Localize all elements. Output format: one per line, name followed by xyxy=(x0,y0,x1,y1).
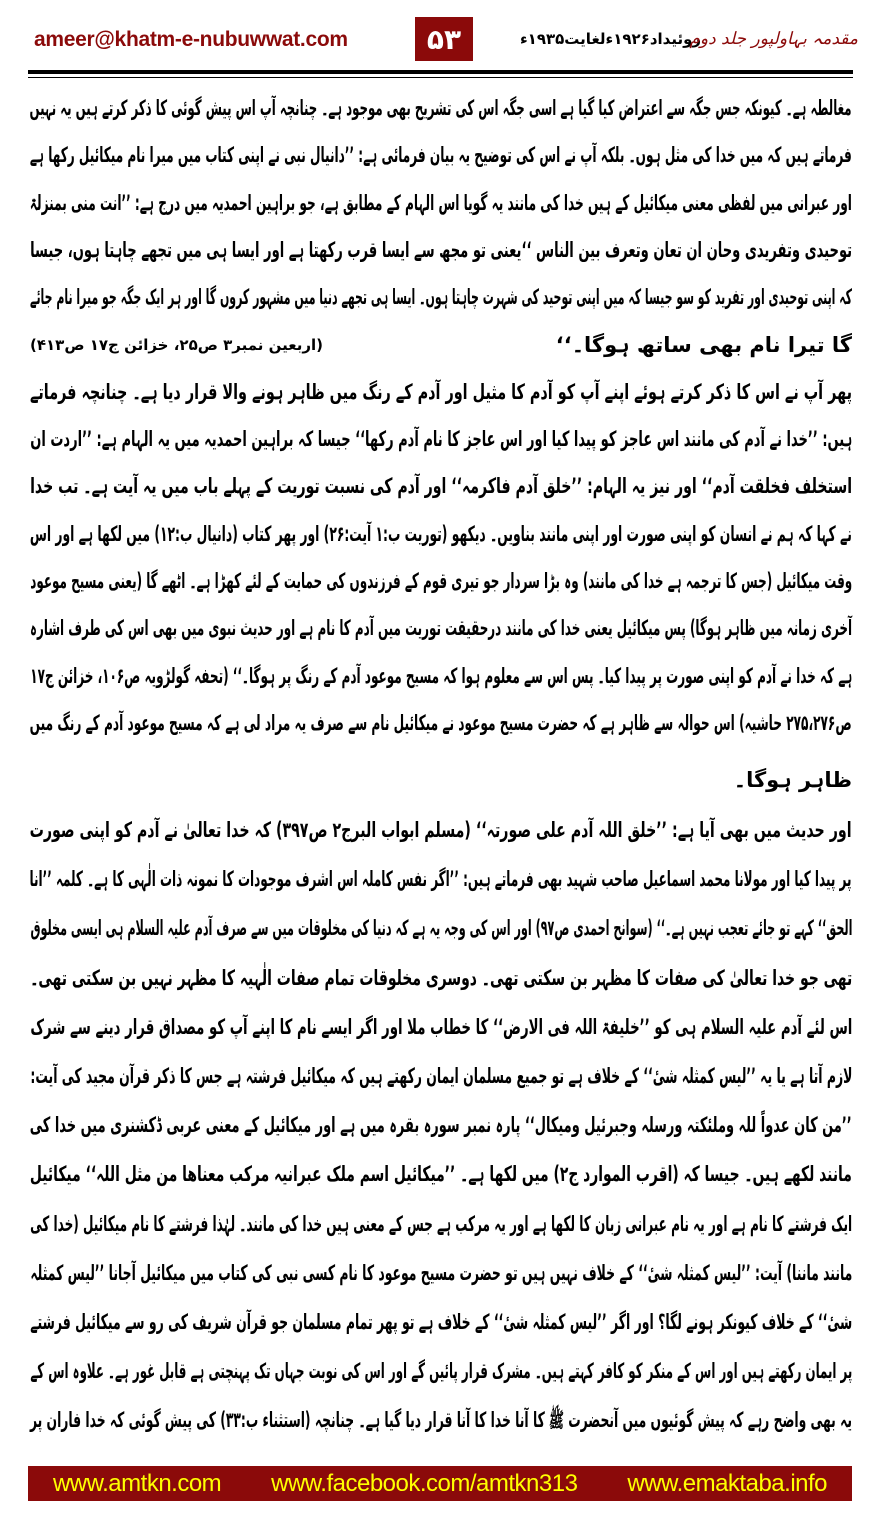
text-line-content: گا تیرا نام بھی ساتھ ہوگا۔‘‘ xyxy=(555,332,852,357)
text-line-content: اور حدیث میں بھی آیا ہے: ’’خلق اللہ آدم علی صورتہ‘‘ (مسلم ابواب البرج۲ ص۳۹۷) کہ خدا تعالیٰ نے آدم کو اپنی صورت xyxy=(30,818,852,842)
text-line xyxy=(30,810,852,850)
text-line xyxy=(30,1105,852,1145)
text-line-content: ہے کہ خدا نے آدم کو اپنی صورت پر پیدا کیا۔ پس اس سے معلوم ہوا کہ مسیح موعود آدم کے رنگ پر ہوگا۔‘‘ (تحفہ گولڑویہ ص۱۰۶، خزائن ج۱۷ xyxy=(30,663,853,688)
text-line xyxy=(30,183,852,223)
text-line-content: اس لئے آدم علیہ السلام ہی کو ’’خلیفۃ اللہ فی الارض‘‘ کا خطاب ملا اور اگر ایسے نام کا اپنے آپ کو مصداق قرار دینے سے شرک xyxy=(30,1014,852,1039)
citation: (اربعین نمبر۳ ص۲۵، خزائن ج۱۷ ص۴۱۳) xyxy=(30,335,324,354)
footer-bar xyxy=(28,1466,852,1501)
text-line-content: شیٔ‘‘ کے خلاف کیونکر ہونے لگا؟ اور اگر ’’لیس کمثلہ شیٔ‘‘ کے خلاف ہے تو پھر تمام مسلمان جو قرآن شریف کی رو سے میکائیل فرشتے xyxy=(29,1310,852,1334)
text-line xyxy=(30,958,852,998)
text-line xyxy=(30,419,852,459)
text-line-content: مانند ماننا) آیت: ’’لیس کمثلہ شیٔ‘‘ کے خلاف نہیں ہیں تو حضرت مسیح موعود کا نام کسی نبی کی کتاب میں میکائیل آجانا ’’لیس کمثلہ xyxy=(30,1260,852,1285)
text-line-content: پھر آپ نے اس کا ذکر کرتے ہوئے اپنے آپ کو آدم کا مثیل اور آدم کے رنگ میں ظاہر ہونے والا قرار دیا ہے۔ چنانچہ فرماتے xyxy=(30,379,852,404)
text-line xyxy=(30,561,852,601)
text-line xyxy=(30,230,852,270)
text-line-content: ہیں: ’’خدا نے آدم کی مانند اس عاجز کو پیدا کیا اور اس عاجز کا نام آدم رکھا‘‘ جیسا کہ براہین احمدیہ میں یہ الہام ہے: ’’اردت ان xyxy=(30,427,852,452)
text-line-content: استخلف فخلقت آدم‘‘ اور نیز یہ الہام: ’’خلق آدم فاکرمہ‘‘ اور آدم کی نسبت توریت کے پہلے باب میں یہ آیت ہے۔ تب خدا xyxy=(30,474,852,499)
text-line xyxy=(30,372,852,412)
text-line xyxy=(30,1351,852,1391)
text-line xyxy=(30,277,852,317)
text-line-content: تھی جو خدا تعالیٰ کی صفات کا مظہر بن سکتی تھی۔ دوسری مخلوقات تمام صفات الٰہیہ کا مظہر نہیں بن سکتی تھی۔ xyxy=(30,965,852,990)
text-line-content: لازم آتا ہے یا یہ ’’لیس کمثلہ شیٔ‘‘ کے خلاف ہے تو جمیع مسلمان ایمان رکھتے ہیں کہ میکائیل فرشتہ ہے جس کا ذکر قرآن مجید کی آیت: xyxy=(30,1064,852,1088)
text-line-content: نے کہا کہ ہم نے انسان کو اپنی صورت اور اپنی مانند بناویں۔ دیکھو (توریت ب:۱ آیت:۲۶) اور پھر کتاب (دانیال ب:۱۲) میں لکھا ہے اور اس xyxy=(30,521,852,546)
text-line-content: وقت میکائیل (جس کا ترجمہ ہے خدا کی مانند) وہ بڑا سردار جو تیری قوم کے فرزندوں کی حمایت کے لئے کھڑا ہے۔ اٹھے گا (یعنی مسیح موعود xyxy=(30,569,852,593)
footer-link-facebook[interactable]: www.facebook.com/amtkn313 xyxy=(271,1469,578,1497)
text-line xyxy=(30,1400,852,1440)
text-line xyxy=(30,1302,852,1342)
footer-link-emaktaba[interactable]: www.emaktaba.info xyxy=(627,1469,828,1497)
header-title: مقدمہ بہاولپور جلد دوم xyxy=(689,29,858,49)
text-line xyxy=(30,466,852,506)
text-line xyxy=(30,1007,852,1047)
text-line-content: توحیدی وتفریدی وحان ان تعان وتعرف بین الناس ‘‘یعنی تو مجھ سے ایسا قرب رکھتا ہے اور ایسا ہی میں تجھے چاہتا ہوں، جیسا xyxy=(30,237,852,262)
text-line xyxy=(30,1204,852,1244)
text-line-content: ص۲۷۵،۲۷۶ حاشیہ) اس حوالہ سے ظاہر ہے کہ حضرت مسیح موعود نے میکائیل نام سے صرف یہ مراد لی ہے کہ مسیح موعود آدم کے رنگ میں xyxy=(30,710,852,735)
text-line-content: مغالطہ ہے۔ کیونکہ جس جگہ سے اعتراض کیا گیا ہے اسی جگہ اس کی تشریح بھی موجود ہے۔ چنانچہ آپ اس پیش گوئی کا ذکر کرتے ہیں یہ نہیں xyxy=(30,96,852,120)
text-line xyxy=(30,135,852,175)
header-rule-thin xyxy=(28,77,853,78)
text-line xyxy=(30,88,852,128)
header-email[interactable]: ameer@khatm-e-nubuwwat.com xyxy=(34,28,348,51)
text-line-content: مانند لکھے ہیں۔ جیسا کہ (اقرب الموارد ج۲) میں لکھا ہے۔ ’’میکائیل اسم ملک عبرانیہ مرکب معناھا من مثل اللہ‘‘ میکائیل xyxy=(30,1162,852,1187)
text-line-content: فرماتے ہیں کہ میں خدا کی مثل ہوں۔ بلکہ آپ نے اس کی توضیح یہ بیان فرمائی ہے: ’’دانیال نبی نے اپنی کتاب میں میرا نام میکائیل رکھا ہے xyxy=(29,143,852,168)
text-line-content: ’’من کان عدواً للہ وملئکتہ ورسلہ وجبرئیل ومیکال‘‘ پارہ نمبر سورہ بقرہ میں ہے اور میکائیل کے معنی عربی ڈکشنری میں خدا کی xyxy=(30,1113,852,1138)
footer-link-amtkn[interactable]: www.amtkn.com xyxy=(52,1469,222,1497)
text-line-content: کہ اپنی توحیدی اور تفرید کو سو جیسا کہ میں اپنی توحید کی شہرت چاہتا ہوں۔ ایسا ہی تجھے دنیا میں مشہور کروں گا اور ہر ایک جگہ جو میرا نام جائے xyxy=(30,285,852,310)
text-line xyxy=(30,608,852,648)
header-rule-thick xyxy=(28,70,853,74)
text-line-content: پر ایمان رکھتے ہیں اور اس کے منکر کو کافر کہتے ہیں۔ مشرک قرار پائیں گے اور اس کی نوبت جہاں تک پہنچتی ہے قابل غور ہے۔ علاوہ اس کے xyxy=(30,1359,852,1384)
text-line-content: آخری زمانہ میں ظاہر ہوگا) پس میکائیل یعنی خدا کی مانند درحقیقت توریت میں آدم کا نام ہے اور حدیث نبوی میں بھی اس کی طرف اشارہ xyxy=(30,616,852,641)
text-line-content: یہ بھی واضح رہے کہ پیش گوئیوں میں آنحضرت ﷺ کا آنا خدا کا آنا قرار دیا گیا ہے۔ چنانچہ (استثناء ب:۳۳) کی پیش گوئی کہ خدا فاران پر xyxy=(30,1408,853,1433)
text-line xyxy=(30,1056,852,1096)
header-subtitle: روئیداد۱۹۲۶ءلغایت۱۹۳۵ء xyxy=(520,30,702,48)
text-line-content: پر پیدا کیا اور مولانا محمد اسماعیل صاحب شہید بھی فرماتے ہیں: ’’اگر نفس کاملہ اس اشرف موجودات کا نمونہ ذات الٰہی کا ہے۔ کلمہ ’’انا xyxy=(30,867,852,892)
text-line xyxy=(30,514,852,554)
text-line xyxy=(30,1154,852,1194)
text-line xyxy=(30,760,852,800)
text-line xyxy=(30,656,852,696)
text-line-content: ظاہر ہوگا۔ xyxy=(733,768,852,792)
text-line xyxy=(30,859,852,899)
text-line-content: الحق‘‘ کہے تو جائے تعجب نہیں ہے۔‘‘ (سوانح احمدی ص۹۷) اور اس کی وجہ یہ ہے کہ دنیا کی مخلوقات میں سے صرف آدم علیہ السلام ہی ایسی مخلوق xyxy=(30,916,852,941)
text-line xyxy=(30,325,852,365)
text-line xyxy=(30,703,852,743)
text-line-content: ایک فرشتے کا نام ہے اور یہ نام عبرانی زبان کا لکھا ہے اور یہ مرکب ہے جس کے معنی ہیں خدا کی مانند۔ لہٰذا فرشتے کا نام میکائیل (خدا کی xyxy=(30,1211,852,1236)
text-line xyxy=(30,908,852,948)
text-line xyxy=(30,1253,852,1293)
page-number-badge: ۵۳ xyxy=(415,17,473,61)
text-line-content: اور عبرانی میں لفظی معنی میکائیل کے ہیں خدا کی مانند یہ گویا اس الہام کے مطابق ہے، جو براہین احمدیہ میں درج ہے: ’’انت منی بمنزلۃ xyxy=(30,190,852,215)
